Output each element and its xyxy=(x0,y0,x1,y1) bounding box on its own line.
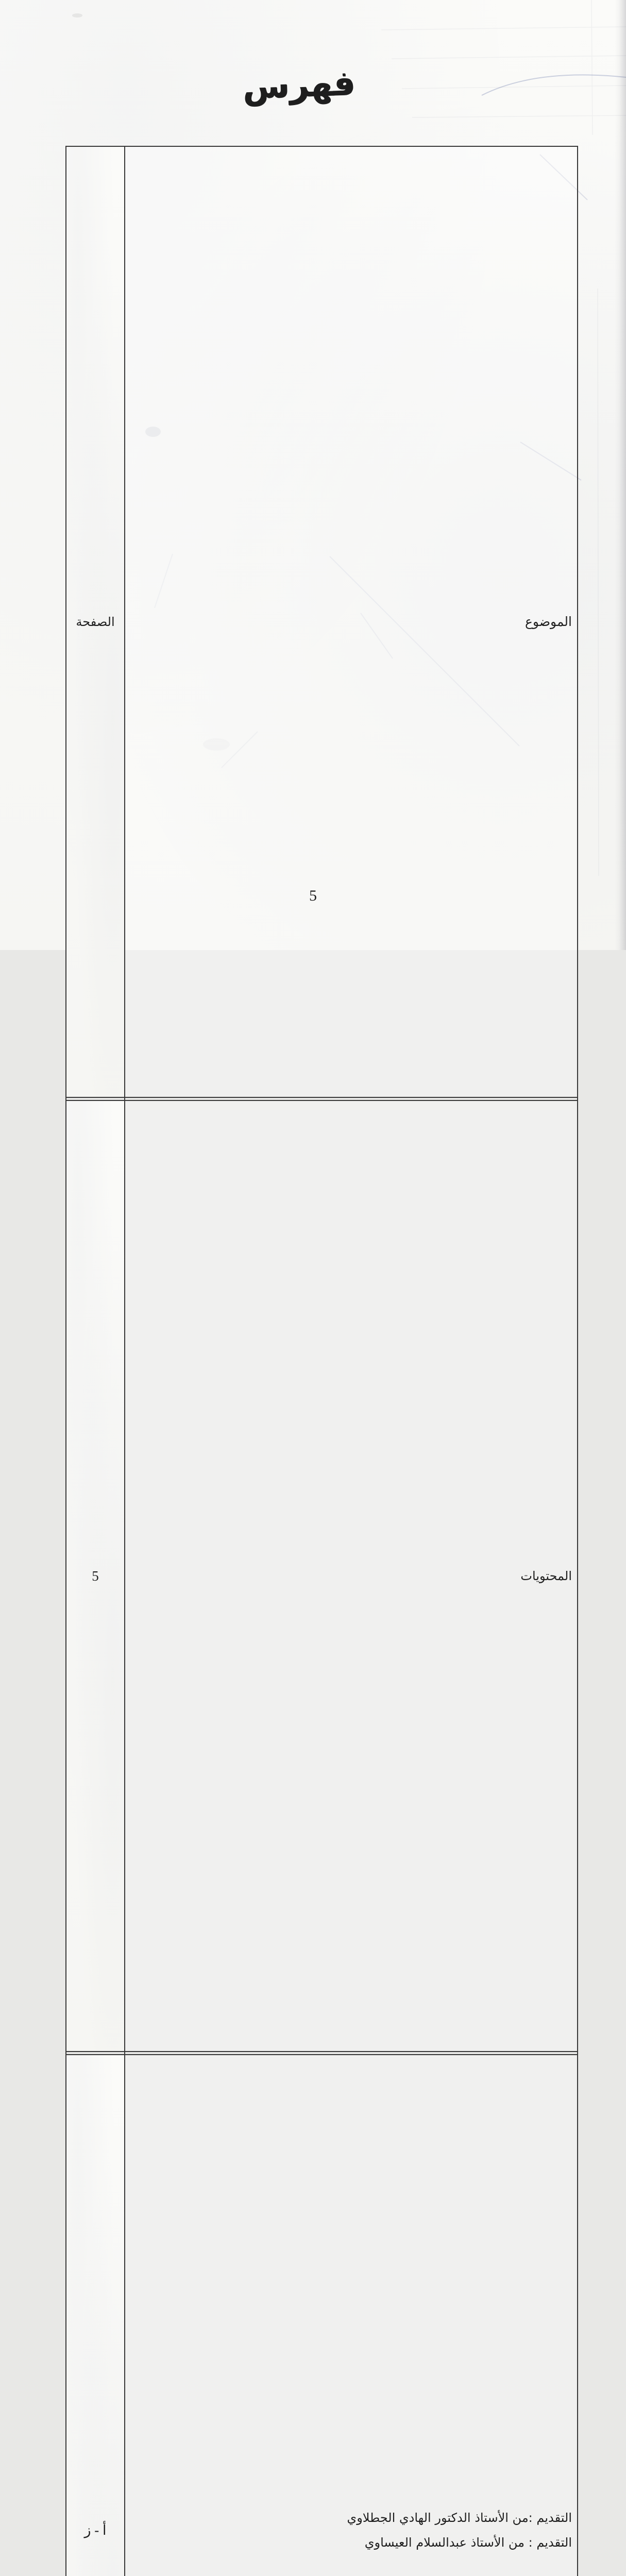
table-row xyxy=(66,1100,577,2052)
row-subject: التقديم :من الأستاذ الدكتور الهادي الجطلاوي التقديم : من الأستاذ عبدالسلام العيساوي xyxy=(347,2510,572,2550)
column-divider xyxy=(124,146,125,2576)
toc-table xyxy=(65,146,578,2576)
page-title: فهرس xyxy=(242,63,356,107)
row-subject: المحتويات xyxy=(520,1568,572,1583)
column-header-subject: الموضوع xyxy=(525,614,572,629)
table-row xyxy=(66,2054,577,2576)
column-header-page: الصفحة xyxy=(66,147,124,1097)
page-number: 5 xyxy=(309,887,317,904)
table-header-row xyxy=(66,146,577,1098)
toc-rows-container xyxy=(66,1100,577,2576)
row-page: أ - ز xyxy=(66,2055,124,2576)
page-edge-shadow xyxy=(615,0,626,950)
row-page: 5 xyxy=(66,1101,124,2051)
